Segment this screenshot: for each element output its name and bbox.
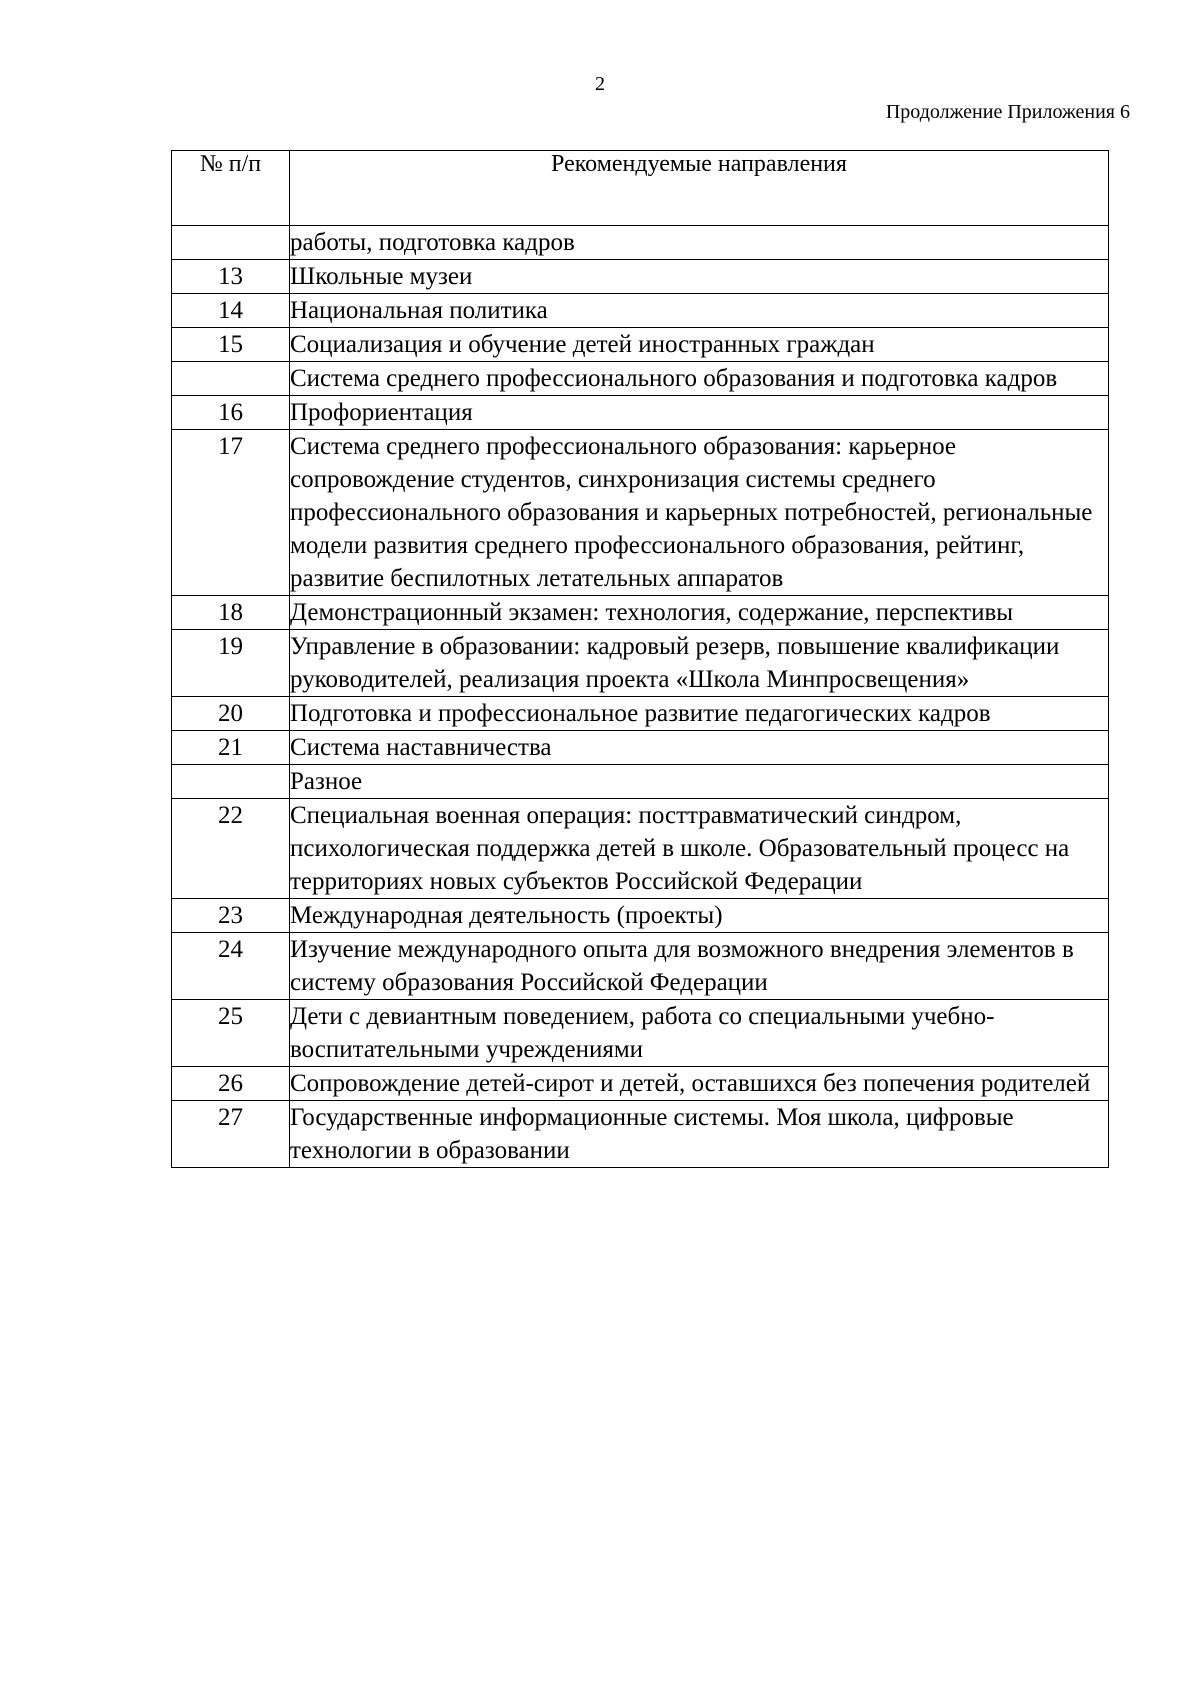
row-number: 19	[172, 630, 290, 697]
table-row	[172, 362, 1109, 396]
row-number: 15	[172, 328, 290, 362]
table-row	[172, 260, 1109, 294]
table-row	[172, 799, 1109, 899]
table-row	[172, 396, 1109, 430]
row-direction-text: Система среднего профессионального образования: карьерное сопровождение студентов, синхронизация системы среднего профессионального образования и карьерных потребностей, региональные модели развития среднего профессионального образования, рейтинг, развитие беспилотных летательных аппаратов	[290, 430, 1109, 596]
table-row	[172, 765, 1109, 799]
row-direction-text: Система среднего профессионального образования и подготовка кадров	[290, 362, 1109, 396]
table-row	[172, 933, 1109, 1000]
row-number: 14	[172, 294, 290, 328]
table-row	[172, 630, 1109, 697]
table-row	[172, 294, 1109, 328]
row-direction-text: Сопровождение детей-сирот и детей, оставшихся без попечения родителей	[290, 1067, 1109, 1101]
row-number	[172, 765, 290, 799]
row-number: 27	[172, 1101, 290, 1168]
table-row	[172, 697, 1109, 731]
row-direction-text: Управление в образовании: кадровый резерв, повышение квалификации руководителей, реализация проекта «Школа Минпросвещения»	[290, 630, 1109, 697]
table-row	[172, 1101, 1109, 1168]
table-header-row	[172, 151, 1109, 226]
row-direction-text: Социализация и обучение детей иностранных граждан	[290, 328, 1109, 362]
table-row	[172, 328, 1109, 362]
table-row	[172, 596, 1109, 630]
table-row	[172, 1067, 1109, 1101]
row-direction-text: Специальная военная операция: посттравматический синдром, психологическая поддержка детей в школе. Образовательный процесс на территориях новых субъектов Российской Федерации	[290, 799, 1109, 899]
row-direction-text: Дети с девиантным поведением, работа со специальными учебно-воспитательными учреждениями	[290, 1000, 1109, 1067]
row-number: 22	[172, 799, 290, 899]
recommended-directions-table	[171, 150, 1109, 1168]
column-header-number: № п/п	[172, 151, 290, 226]
row-direction-text: Система наставничества	[290, 731, 1109, 765]
row-direction-text: работы, подготовка кадров	[290, 226, 1109, 260]
row-direction-text: Государственные информационные системы. Моя школа, цифровые технологии в образовании	[290, 1101, 1109, 1168]
row-direction-text: Профориентация	[290, 396, 1109, 430]
row-number	[172, 362, 290, 396]
table-row	[172, 1000, 1109, 1067]
row-number: 20	[172, 697, 290, 731]
row-number: 25	[172, 1000, 290, 1067]
row-direction-text: Школьные музеи	[290, 260, 1109, 294]
table-row	[172, 430, 1109, 596]
page-number: 2	[595, 73, 605, 95]
row-number: 23	[172, 899, 290, 933]
column-header-directions: Рекомендуемые направления	[290, 151, 1109, 226]
row-number: 13	[172, 260, 290, 294]
table-row	[172, 226, 1109, 260]
row-direction-text: Демонстрационный экзамен: технология, содержание, перспективы	[290, 596, 1109, 630]
row-direction-text: Изучение международного опыта для возможного внедрения элементов в систему образования Российской Федерации	[290, 933, 1109, 1000]
row-number	[172, 226, 290, 260]
row-number: 26	[172, 1067, 290, 1101]
table-row	[172, 899, 1109, 933]
appendix-continuation-label: Продолжение Приложения 6	[885, 101, 1130, 123]
row-number: 16	[172, 396, 290, 430]
row-direction-text: Национальная политика	[290, 294, 1109, 328]
row-direction-text: Разное	[290, 765, 1109, 799]
row-direction-text: Подготовка и профессиональное развитие педагогических кадров	[290, 697, 1109, 731]
row-number: 24	[172, 933, 290, 1000]
table-body	[172, 226, 1109, 1168]
row-number: 21	[172, 731, 290, 765]
row-number: 18	[172, 596, 290, 630]
row-number: 17	[172, 430, 290, 596]
row-direction-text: Международная деятельность (проекты)	[290, 899, 1109, 933]
table-row	[172, 731, 1109, 765]
